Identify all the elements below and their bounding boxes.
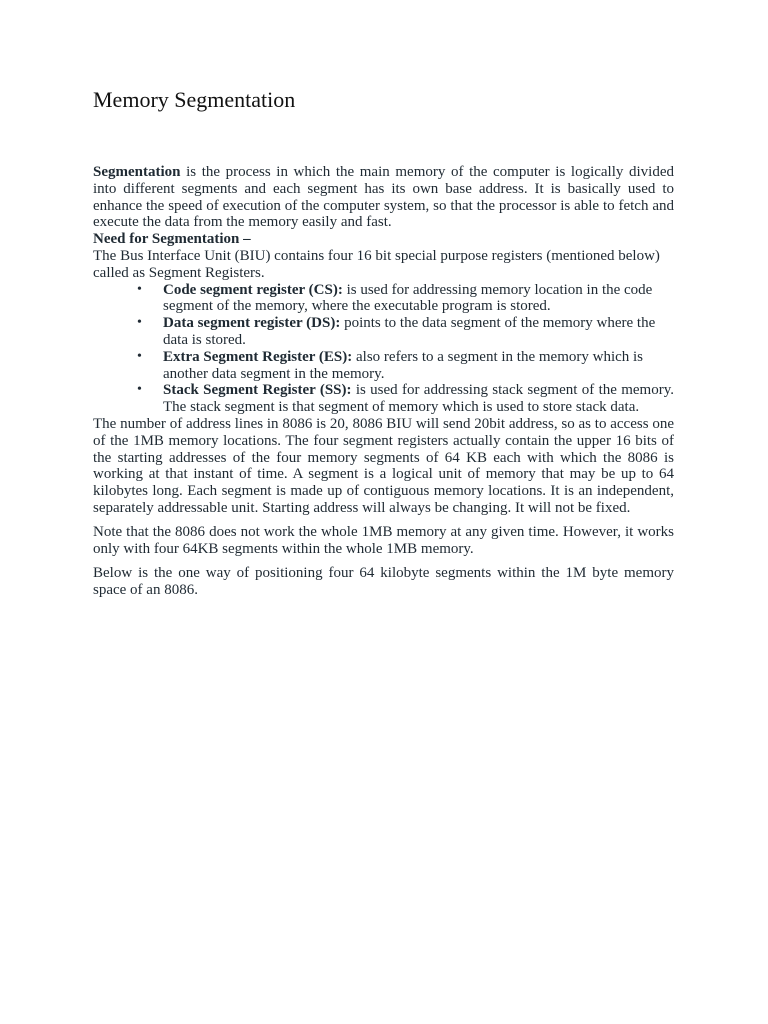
page-title: Memory Segmentation (93, 87, 296, 112)
register-desc: is used for addressing stack segment of the memory. The stack segment is that segment of memory which is used to store stack data. (163, 382, 674, 416)
intro-term: Segmentation (93, 164, 181, 180)
bullet-icon: • (137, 382, 142, 398)
register-desc: also refers to a segment in the memory which is another data segment in the memory. (163, 348, 644, 382)
need-heading-paragraph (93, 231, 674, 248)
list-item-es (93, 349, 674, 383)
bullet-icon: • (137, 315, 142, 331)
register-desc: points to the data segment of the memory where the data is stored. (163, 315, 656, 348)
positioning-paragraph: Below is the one way of positioning four 64 kilobyte segments within the 1M byte memory space of an 8086. (93, 565, 674, 599)
need-heading: Need for Segmentation – (93, 231, 251, 248)
bullet-icon: • (137, 281, 142, 297)
intro-text: is the process in which the main memory of the computer is logically divided into different segments and each segment has its own base address. It is basically used to enhance the speed of execution of the computer system, so that the processor is able to fetch and execute the data from the memory easily and fast. (93, 164, 674, 231)
biu-paragraph: The Bus Interface Unit (BIU) contains four 16 bit special purpose registers (mentioned below) called as Segment Registers. (93, 247, 660, 281)
address-lines-paragraph: The number of address lines in 8086 is 20, 8086 BIU will send 20bit address, so as to access one of the 1MB memory locations. The four segment registers actually contain the upper 16 bits of the starting addresses of the four memory segments of 64 KB each with which the 8086 is working at that instant of time. A segment is a logical unit of memory that may be up to 64 kilobytes long. Each segment is made up of contiguous memory locations. It is an independent, separately addressable unit. Starting address will always be changing. It will not be fixed. (93, 415, 674, 516)
list-item-ss (93, 382, 674, 416)
list-item-ds (93, 315, 674, 349)
segment-register-list (93, 282, 674, 416)
bullet-icon: • (137, 348, 142, 364)
register-name: Code segment register (CS): (163, 281, 343, 298)
document-body (93, 164, 674, 599)
note-paragraph: Note that the 8086 does not work the whole 1MB memory at any given time. However, it works only with four 64KB segments within the whole 1MB memory. (93, 523, 674, 557)
intro-paragraph (93, 164, 674, 231)
list-item-cs (93, 282, 674, 316)
register-name: Extra Segment Register (ES): (163, 348, 353, 365)
register-name: Data segment register (DS): (163, 315, 341, 332)
register-desc: is used for addressing memory location in the code segment of the memory, where the executable program is stored. (163, 281, 653, 315)
register-name: Stack Segment Register (SS): (163, 382, 352, 399)
